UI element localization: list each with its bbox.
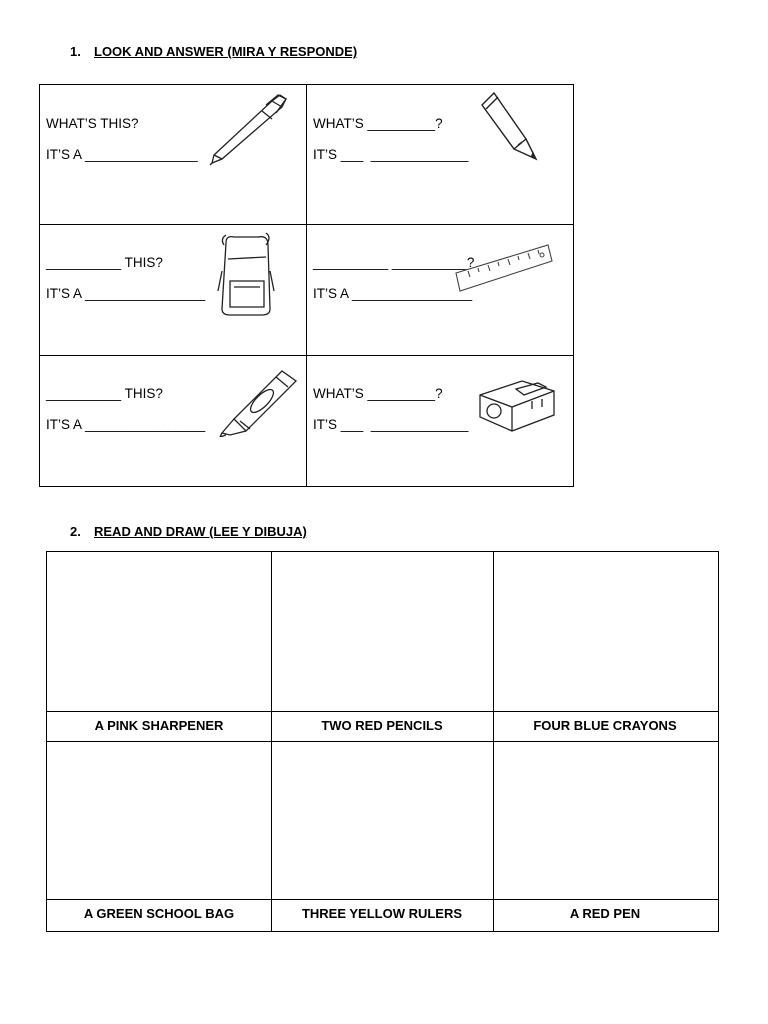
answer-line: IT’S A ________________	[313, 286, 473, 301]
read-and-draw-table	[46, 551, 719, 932]
answer-line: IT’S ___ _____________	[313, 147, 469, 162]
question-text: __________ THIS?	[46, 386, 163, 401]
table-divider	[40, 355, 573, 356]
section1-heading	[70, 44, 357, 59]
section1-title: LOOK AND ANSWER (MIRA Y RESPONDE)	[94, 44, 358, 59]
table-divider	[40, 224, 573, 225]
backpack-icon	[216, 231, 276, 317]
ruler-icon	[454, 233, 554, 301]
section2-number: 2.	[70, 524, 81, 539]
draw-label: A PINK SHARPENER	[94, 718, 224, 733]
crayon-icon	[216, 363, 302, 437]
table-divider	[47, 899, 718, 900]
question-text: WHAT’S _________?	[313, 116, 443, 131]
section1-number: 1.	[70, 44, 81, 59]
draw-label: FOUR BLUE CRAYONS	[533, 718, 677, 733]
question-text: __________ __________?	[313, 255, 475, 270]
pen-icon	[202, 91, 292, 169]
section2-title: READ AND DRAW (LEE Y DIBUJA)	[94, 524, 307, 539]
table-divider	[47, 741, 718, 742]
draw-label: A RED PEN	[569, 906, 641, 921]
question-text: WHAT’S THIS?	[46, 116, 139, 131]
answer-line: IT’S A ________________	[46, 286, 206, 301]
answer-line: IT’S A _______________	[46, 147, 198, 162]
pencil-icon	[476, 89, 542, 163]
draw-label: TWO RED PENCILS	[321, 718, 443, 733]
question-text: WHAT’S _________?	[313, 386, 443, 401]
table-divider	[306, 85, 307, 486]
answer-line: IT’S A ________________	[46, 417, 206, 432]
look-and-answer-table	[39, 84, 574, 487]
draw-label: THREE YELLOW RULERS	[301, 906, 463, 921]
table-divider	[47, 711, 718, 712]
section2-heading	[70, 524, 307, 539]
question-text: __________ THIS?	[46, 255, 163, 270]
answer-line: IT’S ___ _____________	[313, 417, 469, 432]
draw-label: A GREEN SCHOOL BAG	[83, 906, 235, 921]
sharpener-icon	[476, 371, 558, 435]
